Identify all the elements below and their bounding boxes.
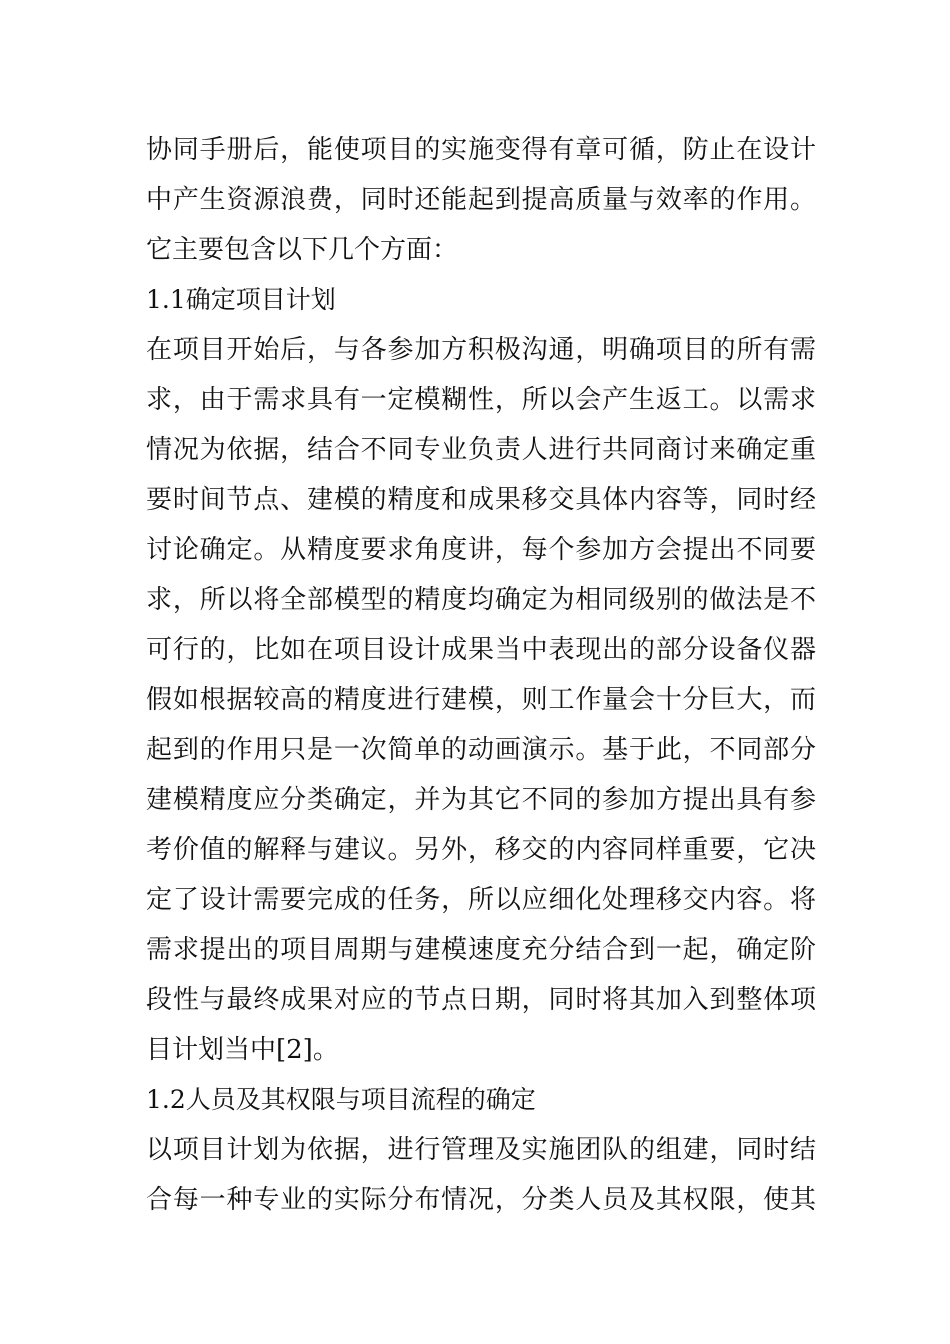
- paragraph-line: 假如根据较高的精度进行建模，则工作量会十分巨大，而: [146, 685, 816, 715]
- paragraph-line: 协同手册后，能使项目的实施变得有章可循，防止在设计: [146, 135, 816, 165]
- paragraph-line: 以项目计划为依据，进行管理及实施团队的组建，同时结: [146, 1135, 816, 1165]
- paragraph-line: 建模精度应分类确定，并为其它不同的参加方提出具有参: [146, 785, 816, 815]
- section-heading-1-2: 1.2人员及其权限与项目流程的确定: [146, 1085, 536, 1114]
- paragraph-line: 需求提出的项目周期与建模速度充分结合到一起，确定阶: [146, 935, 816, 965]
- paragraph-line: 目计划当中[2]。: [146, 1035, 339, 1065]
- paragraph-line: 起到的作用只是一次简单的动画演示。基于此，不同部分: [146, 735, 816, 765]
- paragraph-line: 可行的，比如在项目设计成果当中表现出的部分设备仪器: [146, 635, 816, 665]
- paragraph-line: 情况为依据，结合不同专业负责人进行共同商讨来确定重: [146, 435, 816, 465]
- section-heading-1-1: 1.1确定项目计划: [146, 285, 336, 314]
- paragraph-line: 求，所以将全部模型的精度均确定为相同级别的做法是不: [146, 585, 816, 615]
- paragraph-line: 要时间节点、建模的精度和成果移交具体内容等，同时经: [146, 485, 816, 515]
- paragraph-line: 考价值的解释与建议。另外，移交的内容同样重要，它决: [146, 835, 816, 865]
- paragraph-line: 它主要包含以下几个方面：: [146, 235, 459, 265]
- paragraph-line: 求，由于需求具有一定模糊性，所以会产生返工。以需求: [146, 385, 816, 415]
- paragraph-line: 讨论确定。从精度要求角度讲，每个参加方会提出不同要: [146, 535, 816, 565]
- paragraph-line: 定了设计需要完成的任务，所以应细化处理移交内容。将: [146, 885, 816, 915]
- paragraph-line: 中产生资源浪费，同时还能起到提高质量与效率的作用。: [146, 185, 816, 215]
- paragraph-line: 合每一种专业的实际分布情况，分类人员及其权限，使其: [146, 1185, 816, 1215]
- paragraph-line: 在项目开始后，与各参加方积极沟通，明确项目的所有需: [146, 335, 816, 365]
- paragraph-line: 段性与最终成果对应的节点日期，同时将其加入到整体项: [146, 985, 816, 1015]
